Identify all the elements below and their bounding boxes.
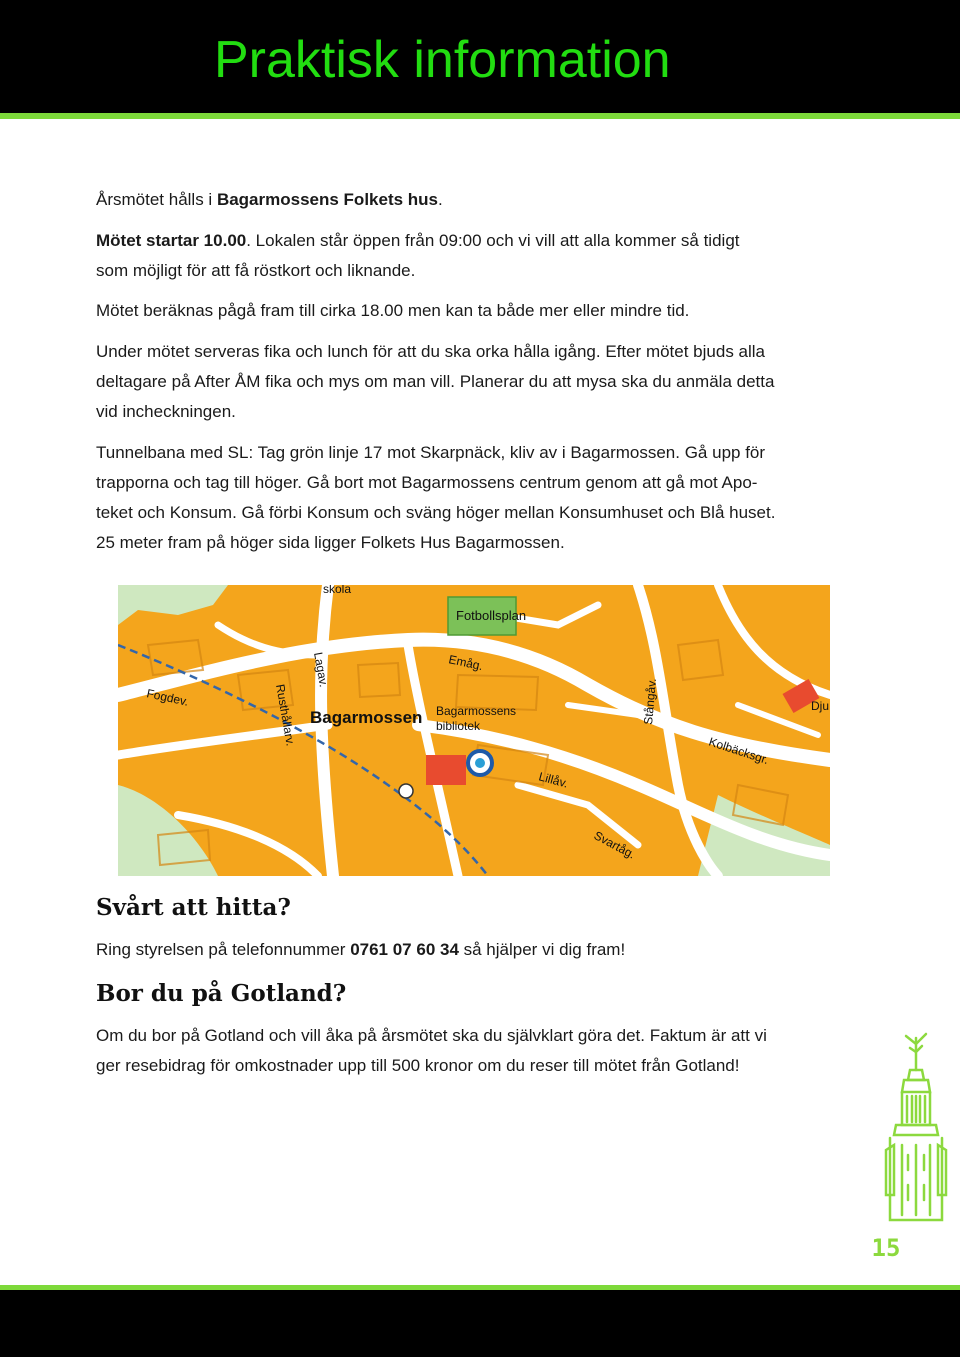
label-fogdev: Fogdev.	[145, 686, 190, 709]
label-bibliotek-line1: Bagarmossens	[436, 704, 517, 718]
food-line3: vid incheckningen.	[96, 402, 236, 421]
help-heading: Svårt att hitta?	[96, 894, 291, 921]
label-bibliotek-line2: bibliotek	[436, 719, 481, 733]
label-lillav: Lillåv.	[537, 769, 570, 791]
gotland-line2: ger resebidrag för omkostnader upp till 500 kronor om du reser till mötet från Gotland!	[96, 1056, 740, 1075]
label-bagarmossen: Bagarmossen	[310, 708, 423, 727]
label-rusthallarv: Rusthållarv.	[273, 683, 298, 748]
venue-text: Årsmötet hålls i	[96, 190, 217, 209]
start-text-line2: som möjligt för att få röstkort och liknande.	[96, 261, 416, 280]
venue-suffix: .	[438, 190, 443, 209]
help-text-suffix: så hjälper vi dig fram!	[458, 940, 626, 959]
directions-line1: Tunnelbana med SL: Tag grön linje 17 mot Skarpnäck, kliv av i Bagarmossen. Gå upp för	[96, 443, 766, 462]
map-graphic	[118, 585, 830, 876]
gotland-heading: Bor du på Gotland?	[96, 980, 347, 1007]
subway-station-icon	[399, 784, 413, 798]
label-kolbacksgr: Kolbäcksgr.	[707, 734, 771, 768]
food-line2: deltagare på After ÅM fika och mys om man vill. Planerar du att mysa ska du anmäla detta	[96, 372, 775, 391]
label-lagav: Lagav.	[311, 651, 331, 689]
label-skola: skola	[323, 585, 352, 596]
directions-paragraph	[96, 438, 866, 558]
start-time-paragraph	[96, 226, 866, 286]
gotland-paragraph	[96, 1021, 866, 1081]
food-paragraph	[96, 337, 866, 427]
food-line1: Under mötet serveras fika och lunch för att du ska orka hålla igång. Efter mötet bjuds alla	[96, 342, 766, 361]
label-emag: Emåg.	[447, 652, 485, 674]
label-stangav: Stångåv.	[641, 677, 660, 726]
highlighted-building	[426, 755, 466, 785]
duration-paragraph: Mötet beräknas pågå fram till cirka 18.00 men kan ta både mer eller mindre tid.	[96, 301, 690, 320]
header-accent-line	[0, 113, 960, 119]
page-number: 15	[871, 1234, 901, 1262]
help-text-prefix: Ring styrelsen på telefonnummer	[96, 940, 351, 959]
directions-line4: 25 meter fram på höger sida ligger Folkets Hus Bagarmossen.	[96, 533, 565, 552]
page-title: Praktisk information	[214, 31, 671, 89]
label-fotbollsplan: Fotbollsplan	[456, 608, 527, 623]
start-text-line1: . Lokalen står öppen från 09:00 och vi vill att alla kommer så tidigt	[246, 231, 740, 250]
label-svartag: Svartåg.	[591, 828, 638, 862]
venue-name: Bagarmossens Folkets hus	[216, 190, 439, 209]
gotland-line1: Om du bor på Gotland och vill åka på årsmötet ska du självklart göra det. Faktum är att vi	[96, 1026, 767, 1045]
venue-paragraph	[96, 185, 866, 215]
location-map[interactable]	[118, 585, 830, 876]
phone-number[interactable]: 0761 07 60 34	[350, 940, 459, 959]
city-hall-tower-icon	[880, 1030, 952, 1225]
directions-line3: teket och Konsum. Gå förbi Konsum och sväng höger mellan Konsumhuset och Blå huset.	[96, 503, 776, 522]
directions-line2: trapporna och tag till höger. Gå bort mot Bagarmossens centrum genom att gå mot Apo-	[96, 473, 758, 492]
help-paragraph	[96, 935, 866, 965]
footer-band	[0, 1290, 960, 1357]
location-pin-icon	[468, 751, 492, 775]
start-time: Mötet startar 10.00	[96, 231, 247, 250]
label-dju: Dju	[811, 699, 830, 713]
